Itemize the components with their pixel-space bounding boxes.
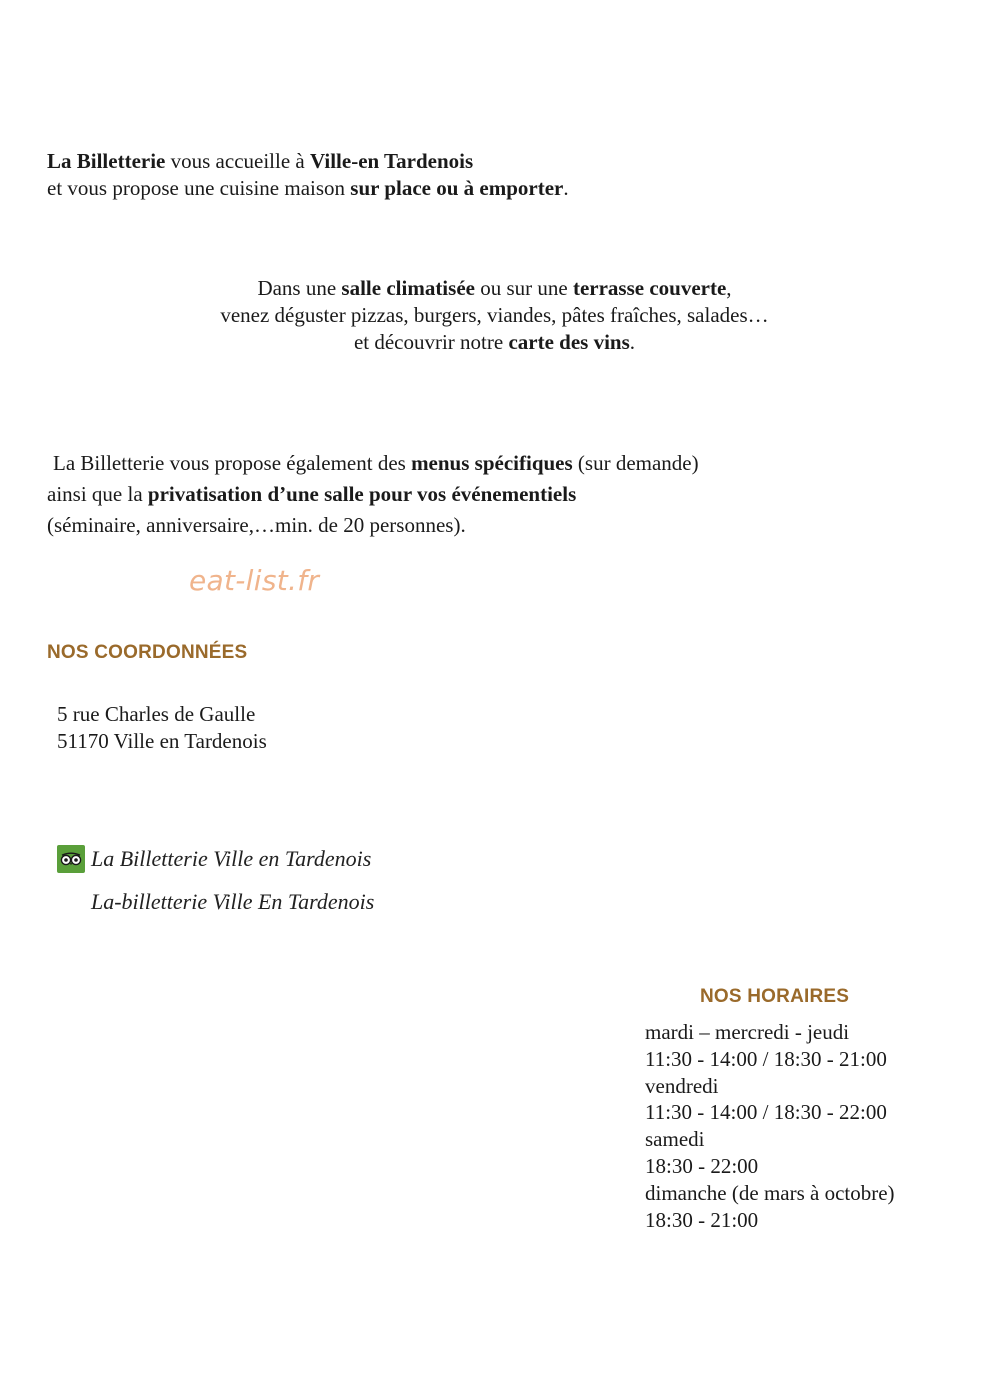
horaire-row: 18:30 - 21:00	[645, 1207, 759, 1232]
text-run: et découvrir notre	[353, 330, 509, 354]
horaire-row: 18:30 - 22:00	[645, 1153, 759, 1178]
intro-paragraph	[47, 148, 747, 202]
tripadvisor-label: La Billetterie Ville en Tardenois	[91, 846, 372, 871]
menus-paragraph	[47, 448, 807, 541]
horaire-row: 11:30 - 14:00 / 18:30 - 22:00	[645, 1100, 887, 1125]
menus-line-2	[47, 479, 807, 510]
blank-icon	[57, 888, 85, 916]
horaire-row: vendredi	[645, 1073, 719, 1098]
horaire-row: dimanche (de mars à octobre)	[645, 1180, 895, 1205]
text-run: (séminaire, anniversaire,…min. de 20 personnes).	[47, 513, 466, 537]
salle-line-1	[0, 275, 989, 302]
bold-text: terrasse couverte	[572, 276, 727, 300]
horaires-list	[645, 1019, 965, 1233]
text-run: La Billetterie vous propose également des	[53, 451, 412, 475]
website-label: La-billetterie Ville En Tardenois	[91, 889, 375, 914]
website-link[interactable]	[57, 888, 374, 916]
text-run: vous accueille à	[165, 149, 310, 173]
text-run: Dans une	[257, 276, 342, 300]
address-block	[57, 701, 267, 755]
bold-text: Ville-en Tardenois	[309, 149, 474, 173]
salle-line-3	[0, 329, 989, 356]
horaires-heading: NOS HORAIRES	[700, 986, 850, 1007]
salle-line-2	[0, 302, 989, 329]
menus-line-3	[47, 510, 807, 541]
text-run: .	[563, 176, 569, 200]
tripadvisor-link[interactable]	[57, 845, 374, 873]
bold-text: carte des vins	[508, 330, 630, 354]
bold-text: privatisation d’une salle pour vos événementiels	[147, 482, 577, 506]
coordonnees-heading: NOS COORDONNÉES	[47, 642, 248, 663]
bold-text: sur place ou à emporter	[350, 176, 564, 200]
text-run: ou sur une	[474, 276, 573, 300]
text-run: .	[629, 330, 636, 354]
horaire-row: mardi – mercredi - jeudi	[645, 1020, 850, 1044]
menus-line-1	[47, 448, 807, 479]
bold-text: La Billetterie	[47, 149, 166, 173]
text-run: (sur demande)	[572, 451, 699, 475]
address-street: 5 rue Charles de Gaulle	[57, 702, 256, 726]
horaire-row: 11:30 - 14:00 / 18:30 - 21:00	[645, 1046, 887, 1071]
watermark: eat-list.fr	[189, 564, 320, 597]
bold-text: menus spécifiques	[411, 451, 573, 475]
text-run: ainsi que la	[47, 482, 148, 506]
horaire-row: samedi	[645, 1127, 705, 1152]
text-run: venez déguster pizzas, burgers, viandes, pâtes fraîches, salades…	[220, 303, 769, 327]
intro-line-2	[47, 175, 747, 202]
text-run: et vous propose une cuisine maison	[47, 176, 351, 200]
intro-line-1	[47, 148, 747, 175]
salle-paragraph	[0, 275, 989, 356]
tripadvisor-owl-icon	[57, 845, 85, 873]
links-block	[57, 845, 374, 916]
address-city: 51170 Ville en Tardenois	[57, 729, 267, 753]
bold-text: salle climatisée	[341, 276, 475, 300]
text-run: ,	[726, 276, 732, 300]
